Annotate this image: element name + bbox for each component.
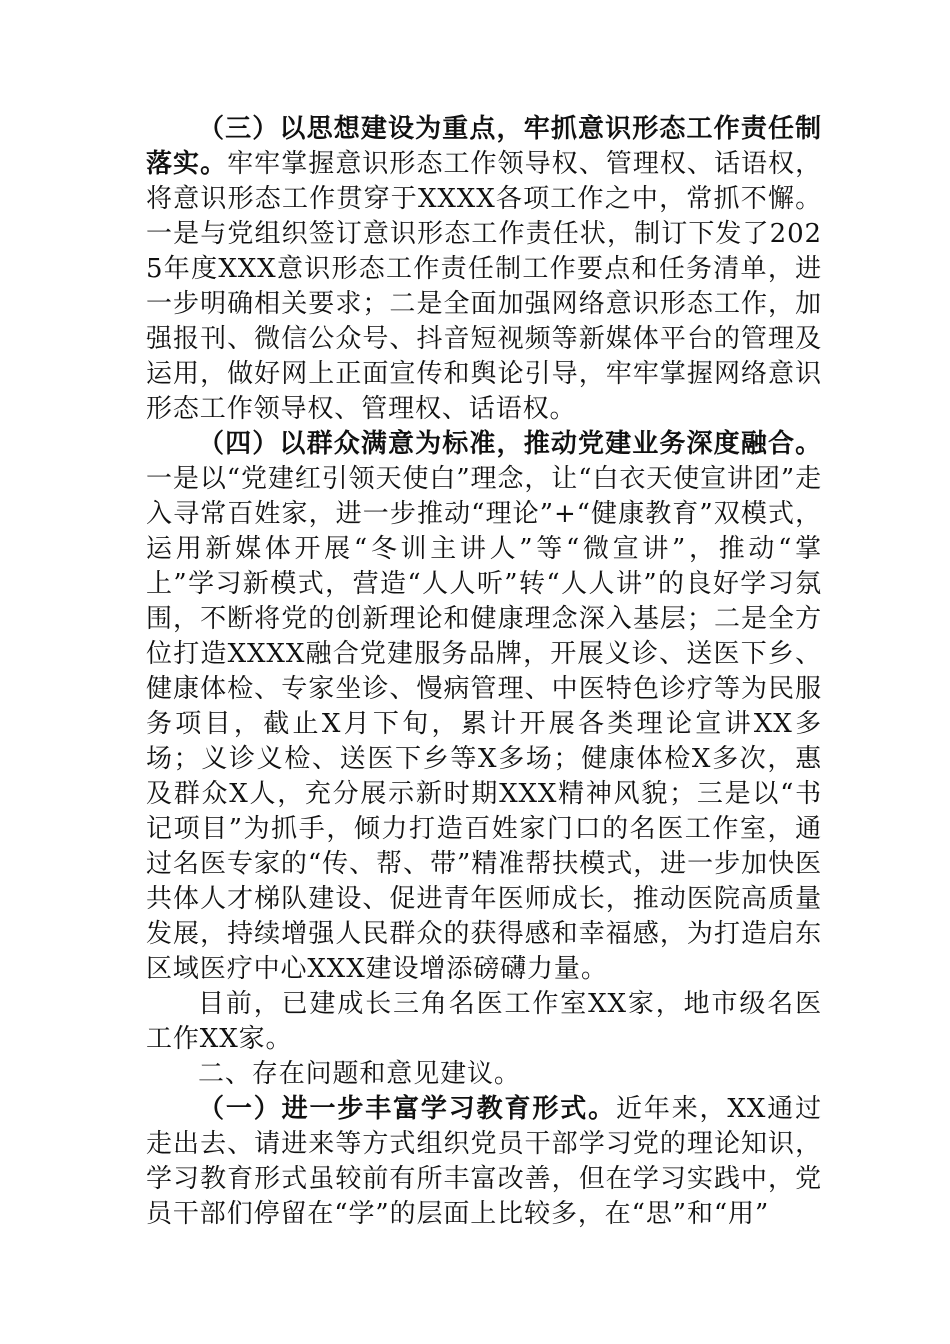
paragraph-learning-forms: [146, 1092, 822, 1232]
paragraph-text: 一是以“党建红引领天使白”理念，让“白衣天使宣讲团”走入寻常百姓家，进一步推动“理论”+“健康教育”双模式，运用新媒体开展“冬训主讲人”等“微宣讲”，推动“掌上”学习新模式，营造“人人听”转“人人讲”的良好学习氛围，不断将党的创新理论和健康理念深入基层；二是全方位打造XXXX融合党建服务品牌，开展义诊、送医下乡、健康体检、专家坐诊、慢病管理、中医特色诊疗等为民服务项目，截止X月下旬，累计开展各类理论宣讲XX多场；义诊义检、送医下乡等X多场；健康体检X多次，惠及群众X人，充分展示新时期XXX精神风貌；三是以“书记项目”为抓手，倾力打造百姓家门口的名医工作室，通过名医专家的“传、帮、带”精准帮扶模式，进一步加快医共体人才梯队建设、促进青年医师成长，推动医院高质量发展，持续增强人民群众的获得感和幸福感，为打造启东区域医疗中心XXX建设增添磅礴力量。: [146, 464, 822, 984]
paragraph-lead: （三）以思想建设为重点，牢抓意识形态工作责任制落实。: [146, 114, 822, 179]
paragraph-current-status: [146, 987, 822, 1057]
section-heading: 二、存在问题和意见建议。: [198, 1059, 521, 1089]
paragraph-ideology: [146, 112, 822, 427]
paragraph-text: 近年来，XX通过走出去、请进来等方式组织党员干部学习党的理论知识，学习教育形式虽较前有所丰富改善，但在学习实践中，党员干部们停留在“学”的层面上比较多，在“思”和“用”: [146, 1094, 822, 1229]
paragraph-integration: [146, 427, 822, 987]
paragraph-lead: （四）以群众满意为标准，推动党建业务深度融合。: [198, 429, 822, 459]
paragraph-text: 牢牢掌握意识形态工作领导权、管理权、话语权，将意识形态工作贯穿于XXXX各项工作之中，常抓不懈。一是与党组织签订意识形态工作责任状，制订下发了2025年度XXX意识形态工作责任制工作要点和任务清单，进一步明确相关要求；二是全面加强网络意识形态工作，加强报刊、微信公众号、抖音短视频等新媒体平台的管理及运用，做好网上正面宣传和舆论引导，牢牢掌握网络意识形态工作领导权、管理权、话语权。: [146, 149, 822, 424]
paragraph-lead: （一）进一步丰富学习教育形式。: [198, 1094, 616, 1124]
paragraph-text: 目前，已建成长三角名医工作室XX家，地市级名医工作XX家。: [146, 989, 822, 1054]
document-body: [146, 112, 822, 1232]
